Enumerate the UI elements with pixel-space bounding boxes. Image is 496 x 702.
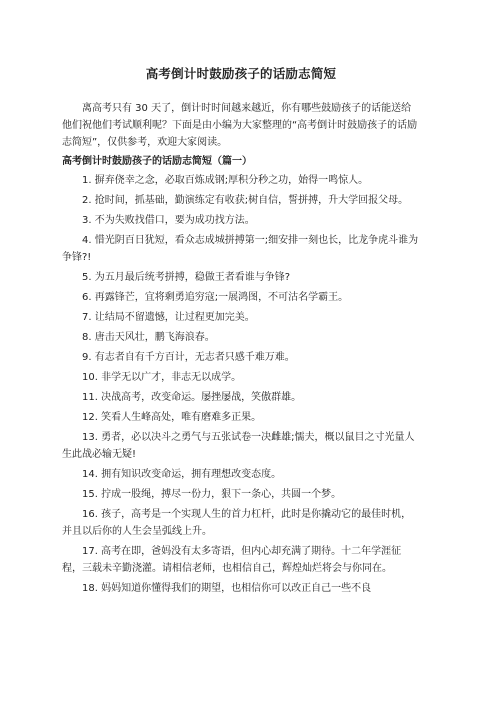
list-item: 14. 拥有知识改变命运，拥有理想改变态度。 (82, 469, 282, 480)
list-item: 2. 抢时间，抓基础，勤演练定有收获;树自信，誓拼搏，升大学回报父母。 (82, 195, 409, 206)
list-item: 8. 唐击天风壮，鹏飞海浪春。 (82, 332, 215, 343)
list-item: 13. 勇者，必以决斗之勇气与五张试卷一决雌雄;懦夫，概以鼠目之寸光量人生此战必输无疑! (62, 432, 415, 460)
list-item: 17. 高考在即，爸妈没有太多寄语，但内心却充满了期待。十二年学涯征程，三载未辛勤浇灌。请相信老师，也相信自己，辉煌灿烂将会与你同在。 (62, 546, 402, 574)
list-item: 6. 再露锋芒，宜将剩勇追穷寇;一展鸿图，不可沽名学霸王。 (82, 292, 349, 303)
section-heading: 高考倒计时鼓励孩子的话励志简短（篇一） (62, 156, 252, 167)
list-item: 7. 让结局不留遗憾，让过程更加完美。 (82, 312, 255, 323)
list-item: 5. 为五月最后统考拼搏，稳做王者看谁与争锋? (82, 272, 291, 283)
list-item: 11. 决战高考，改变命运。屡挫屡战，笑傲群雄。 (82, 392, 302, 403)
list-item: 18. 妈妈知道你懂得我们的期望，也相信你可以改正自己一些不良 (82, 583, 372, 594)
list-item: 3. 不为失败找借口，要为成功找方法。 (82, 215, 255, 226)
intro-paragraph: 离高考只有 30 天了，倒计时时间越来越近，你有哪些鼓励孩子的话能送给他们祝他们考试顺利呢？下面是由小编为大家整理的“高考倒计时鼓励孩子的话励志简短”，仅供参考，欢迎大家阅读。 (62, 103, 418, 148)
list-item: 10. 非学无以广才，非志无以成学。 (82, 372, 242, 383)
list-item: 15. 拧成一股绳，搏尽一份力，狠下一条心，共圆一个梦。 (82, 489, 342, 500)
document-title: 高考倒计时鼓励孩子的话励志简短 (145, 66, 337, 81)
list-item: 12. 笑看人生峰高处，唯有磨难多正果。 (82, 412, 262, 423)
list-item: 9. 有志者自有千方百计，无志者只感千难万难。 (82, 352, 295, 363)
list-item: 16. 孩子，高考是一个实现人生的首力杠杆，此时是你撬动它的最佳时机，并且以后你的人生会呈弧线上升。 (62, 509, 412, 537)
list-item: 4. 惜光阴百日犹短，看众志成城拼搏第一;细安排一刻也长，比龙争虎斗谁为争锋?! (62, 235, 419, 263)
list-item: 1. 摒弃侥幸之念，必取百炼成钢;厚积分秒之功，始得一鸣惊人。 (82, 175, 369, 186)
